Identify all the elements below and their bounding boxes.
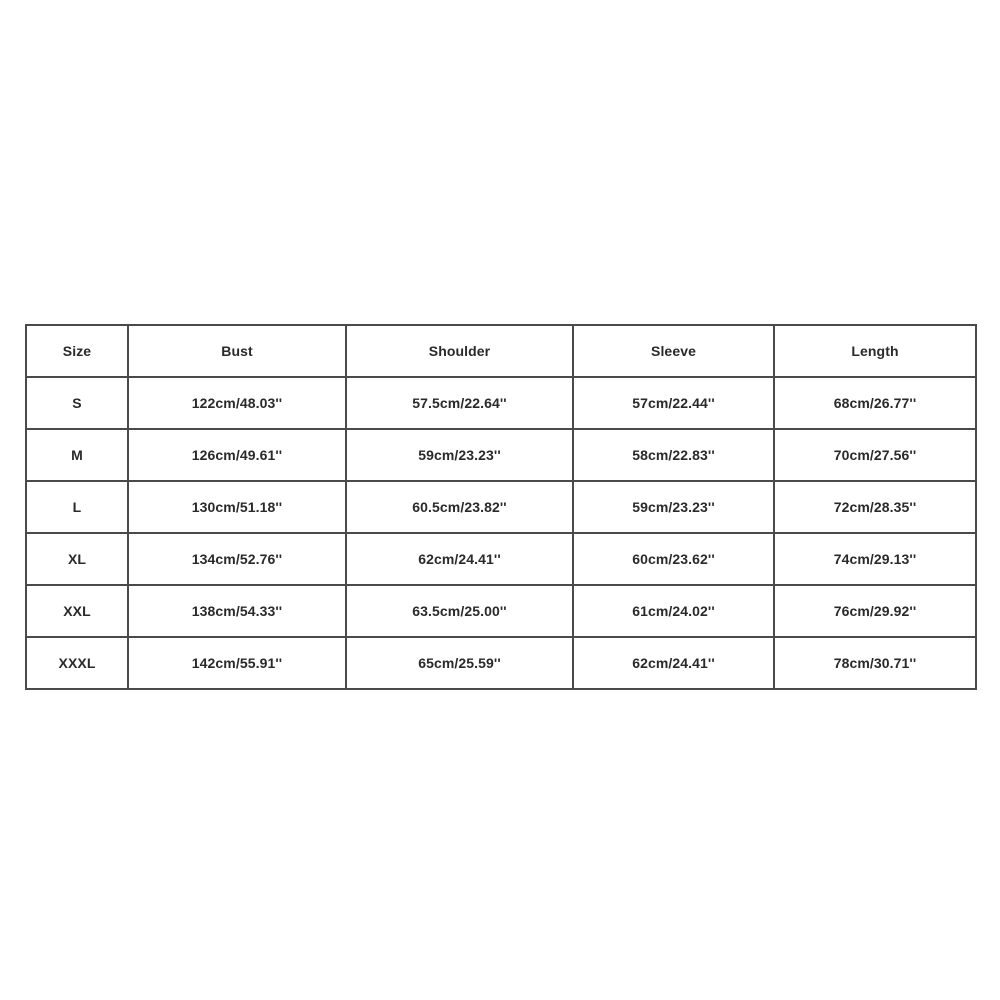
cell-shoulder: 62cm/24.41''	[346, 533, 573, 585]
header-size: Size	[26, 325, 128, 377]
cell-size: M	[26, 429, 128, 481]
cell-bust: 138cm/54.33''	[128, 585, 346, 637]
cell-length: 68cm/26.77''	[774, 377, 976, 429]
cell-shoulder: 59cm/23.23''	[346, 429, 573, 481]
cell-shoulder: 63.5cm/25.00''	[346, 585, 573, 637]
header-shoulder: Shoulder	[346, 325, 573, 377]
cell-size: XXL	[26, 585, 128, 637]
header-length: Length	[774, 325, 976, 377]
cell-size: XXXL	[26, 637, 128, 689]
table-row	[26, 637, 976, 689]
cell-size: S	[26, 377, 128, 429]
cell-sleeve: 59cm/23.23''	[573, 481, 774, 533]
table-body	[26, 377, 976, 689]
cell-sleeve: 62cm/24.41''	[573, 637, 774, 689]
table-row	[26, 481, 976, 533]
cell-bust: 130cm/51.18''	[128, 481, 346, 533]
cell-bust: 126cm/49.61''	[128, 429, 346, 481]
cell-length: 74cm/29.13''	[774, 533, 976, 585]
cell-length: 78cm/30.71''	[774, 637, 976, 689]
table-row	[26, 429, 976, 481]
cell-bust: 134cm/52.76''	[128, 533, 346, 585]
cell-sleeve: 61cm/24.02''	[573, 585, 774, 637]
cell-shoulder: 57.5cm/22.64''	[346, 377, 573, 429]
size-chart-table	[25, 324, 977, 690]
header-row	[26, 325, 976, 377]
cell-size: L	[26, 481, 128, 533]
header-sleeve: Sleeve	[573, 325, 774, 377]
cell-shoulder: 60.5cm/23.82''	[346, 481, 573, 533]
cell-size: XL	[26, 533, 128, 585]
table-row	[26, 377, 976, 429]
table-row	[26, 585, 976, 637]
cell-bust: 122cm/48.03''	[128, 377, 346, 429]
cell-length: 70cm/27.56''	[774, 429, 976, 481]
cell-shoulder: 65cm/25.59''	[346, 637, 573, 689]
cell-sleeve: 58cm/22.83''	[573, 429, 774, 481]
cell-length: 76cm/29.92''	[774, 585, 976, 637]
header-bust: Bust	[128, 325, 346, 377]
table-header	[26, 325, 976, 377]
cell-length: 72cm/28.35''	[774, 481, 976, 533]
table-row	[26, 533, 976, 585]
cell-sleeve: 57cm/22.44''	[573, 377, 774, 429]
cell-bust: 142cm/55.91''	[128, 637, 346, 689]
cell-sleeve: 60cm/23.62''	[573, 533, 774, 585]
